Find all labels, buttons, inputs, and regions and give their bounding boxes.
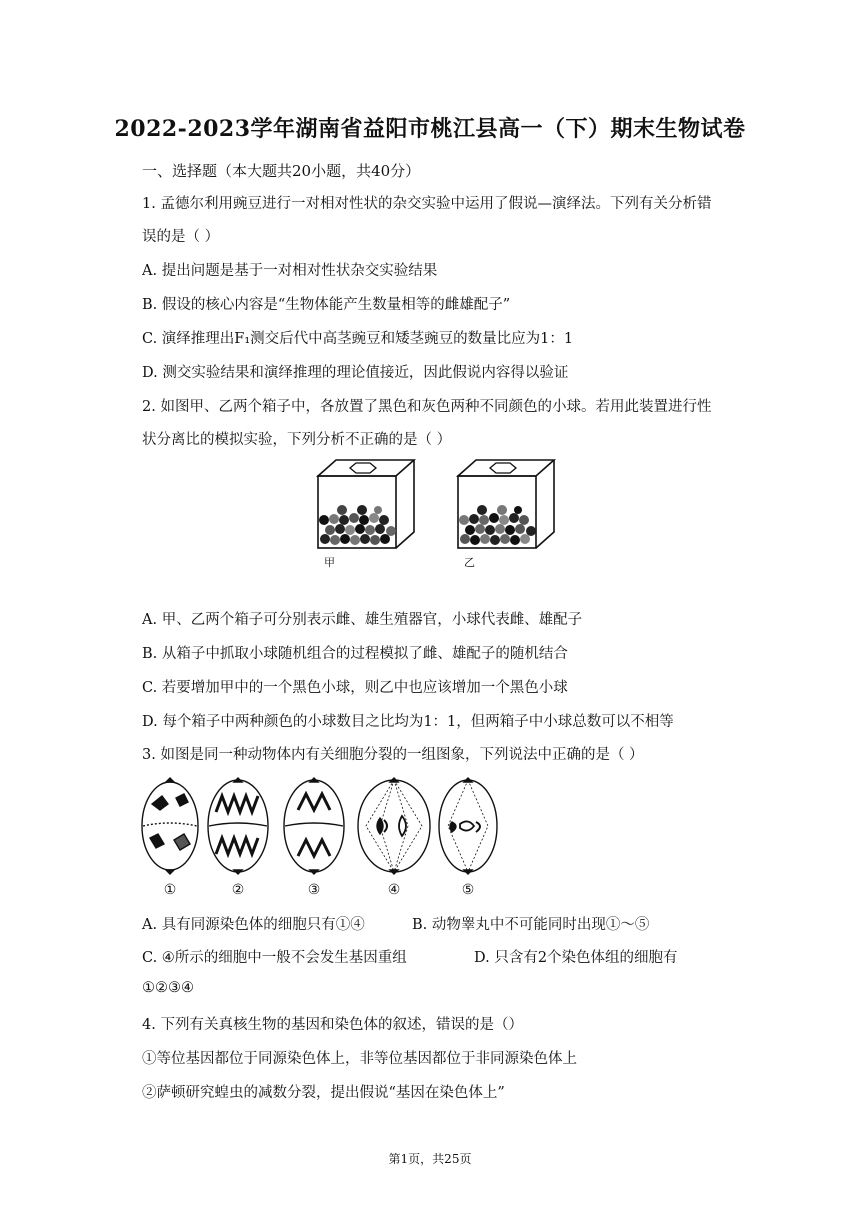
cell-4 bbox=[358, 778, 430, 874]
page-footer: 第1页，共25页 bbox=[388, 1152, 472, 1166]
q1-option-b: B. 假设的核心内容是“生物体能产生数量相等的雌雄配子” bbox=[142, 297, 511, 313]
cell-division-figure bbox=[138, 774, 500, 902]
cell-2 bbox=[208, 778, 268, 874]
q1-option-d: D. 测交实验结果和演绎推理的理论值接近，因此假说内容得以验证 bbox=[142, 365, 569, 381]
cell-5 bbox=[439, 778, 497, 874]
q3-option-b: B. 动物睾丸中不可能同时出现①～⑤ bbox=[412, 917, 650, 933]
q3-stem: 3. 如图是同一种动物体内有关细胞分裂的一组图象，下列说法中正确的是（ ） bbox=[142, 747, 644, 763]
cell-label-4: ④ bbox=[387, 882, 401, 898]
box-yi-label: 乙 bbox=[464, 556, 475, 569]
q1-option-a: A. 提出问题是基于一对相对性状杂交实验结果 bbox=[142, 263, 438, 279]
cell-label-2: ② bbox=[231, 882, 245, 898]
cell-label-1: ① bbox=[163, 882, 177, 898]
cell-label-3: ③ bbox=[307, 882, 321, 898]
ball-boxes-figure bbox=[312, 456, 557, 572]
balls-jia bbox=[319, 505, 396, 545]
q4-statement-1: ①等位基因都位于同源染色体上，非等位基因都位于非同源染色体上 bbox=[142, 1051, 577, 1067]
q4-statement-2: ②萨顿研究蝗虫的减数分裂，提出假说“基因在染色体上” bbox=[142, 1085, 505, 1101]
cell-3 bbox=[284, 778, 344, 874]
q2-option-c: C. 若要增加甲中的一个黑色小球，则乙中也应该增加一个黑色小球 bbox=[142, 680, 568, 696]
section-heading: 一、选择题（本大题共20小题，共40分） bbox=[142, 162, 421, 180]
q3-option-c: C. ④所示的细胞中一般不会发生基因重组 bbox=[142, 950, 407, 966]
q2-option-d: D. 每个箱子中两种颜色的小球数目之比均为1：1，但两箱子中小球总数可以不相等 bbox=[142, 714, 674, 730]
q3-option-d-cont: ①②③④ bbox=[142, 980, 194, 996]
cell-label-5: ⑤ bbox=[461, 882, 475, 898]
q1-stem-line1: 1. 孟德尔利用豌豆进行一对相对性状的杂交实验中运用了假说—演绎法。下列有关分析错 bbox=[142, 196, 712, 212]
balls-yi bbox=[459, 505, 536, 545]
q1-stem-line2: 误的是（ ） bbox=[142, 229, 220, 245]
q2-stem-line1: 2. 如图甲、乙两个箱子中，各放置了黑色和灰色两种不同颜色的小球。若用此装置进行性 bbox=[142, 399, 712, 415]
q3-option-d: D. 只含有2个染色体组的细胞有 bbox=[474, 950, 678, 966]
q3-option-a: A. 具有同源染色体的细胞只有①④ bbox=[142, 917, 365, 933]
q2-option-a: A. 甲、乙两个箱子可分别表示雌、雄生殖器官，小球代表雌、雄配子 bbox=[142, 612, 583, 628]
q2-stem-line2: 状分离比的模拟实验，下列分析不正确的是（ ） bbox=[142, 432, 452, 448]
cell-1 bbox=[142, 778, 198, 874]
q2-option-b: B. 从箱子中抓取小球随机组合的过程模拟了雌、雄配子的随机结合 bbox=[142, 646, 568, 662]
q4-stem: 4. 下列有关真核生物的基因和染色体的叙述，错误的是（） bbox=[142, 1017, 523, 1033]
page-title: 2022-2023学年湖南省益阳市桃江县高一（下）期末生物试卷 bbox=[114, 116, 746, 142]
box-jia-label: 甲 bbox=[324, 556, 335, 569]
q1-option-c: C. 演绎推理出F₁测交后代中高茎豌豆和矮茎豌豆的数量比应为1：1 bbox=[142, 331, 574, 347]
